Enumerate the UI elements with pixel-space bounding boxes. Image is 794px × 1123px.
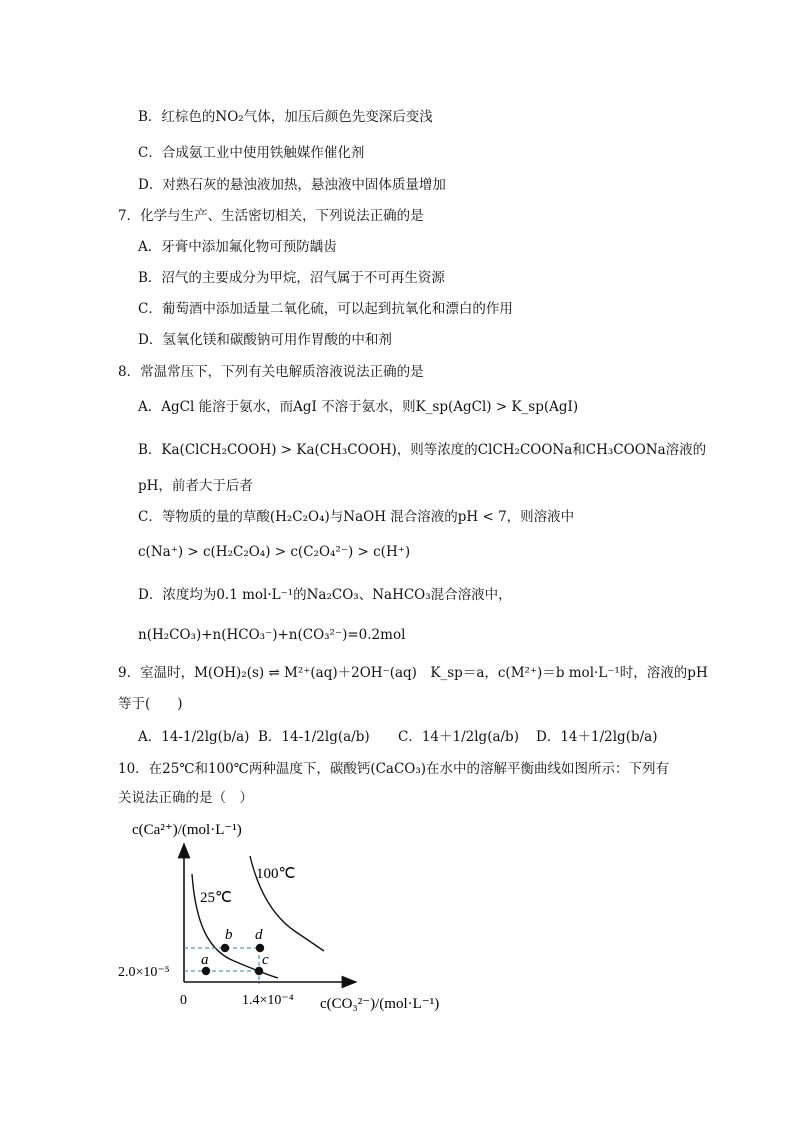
q10-stem-line1: 10．在25℃和100℃两种温度下，碳酸钙(CaCO₃)在水中的溶解平衡曲线如图所示：下列有 xyxy=(118,761,670,777)
q9-option-b: B．14-1/2lg(a/b) xyxy=(258,729,370,745)
q7-option-b: B．沼气的主要成分为甲烷，沼气属于不可再生资源 xyxy=(138,270,445,286)
origin-label: 0 xyxy=(180,993,187,1008)
q9-stem-line2: 等于( ) xyxy=(118,696,183,712)
q8-option-b-line1: B．Ka(ClCH₂COOH) > Ka(CH₃COOH)，则等浓度的ClCH₂COONa和CH₃COONa溶液的 xyxy=(138,442,707,458)
q9-option-a: A．14-1/2lg(b/a) xyxy=(138,729,250,745)
point-c xyxy=(255,967,263,975)
q7-option-a: A．牙膏中添加氟化物可预防龋齿 xyxy=(138,239,337,255)
q8-option-c-line1: C．等物质的量的草酸(H₂C₂O₄)与NaOH 混合溶液的pH < 7，则溶液中 xyxy=(138,509,575,525)
q8-option-b-line2: pH，前者大于后者 xyxy=(138,478,253,494)
point-d-label: d xyxy=(255,927,263,943)
point-b-label: b xyxy=(225,927,233,943)
point-b xyxy=(221,944,229,952)
y-axis-label: c(Ca²⁺)/(mol·L⁻¹) xyxy=(132,822,242,838)
point-a-label: a xyxy=(201,952,209,968)
q6-option-d: D．对熟石灰的悬浊液加热，悬浊液中固体质量增加 xyxy=(138,177,446,193)
curve-25c-label: 25℃ xyxy=(200,890,232,906)
q6-option-b: B．红棕色的NO₂气体，加压后颜色先变深后变浅 xyxy=(138,109,433,125)
q7-option-c: C．葡萄酒中添加适量二氧化硫，可以起到抗氧化和漂白的作用 xyxy=(138,301,513,317)
y-tick-label: 2.0×10⁻⁵ xyxy=(118,965,170,980)
q9-option-c: C．14＋1/2lg(a/b) xyxy=(398,729,519,745)
point-d xyxy=(256,944,264,952)
point-a xyxy=(202,967,210,975)
solubility-chart xyxy=(110,812,470,1022)
x-tick-label: 1.4×10⁻⁴ xyxy=(242,993,294,1008)
q8-option-d-line1: D．浓度均为0.1 mol·L⁻¹的Na₂CO₃、NaHCO₃混合溶液中， xyxy=(138,587,512,603)
q7-stem: 7．化学与生产、生活密切相关，下列说法正确的是 xyxy=(118,208,424,224)
q8-option-a: A．AgCl 能溶于氨水，而AgI 不溶于氨水，则K_sp(AgCl) > K_sp(AgI) xyxy=(138,399,579,415)
q8-option-c-line2: c(Na⁺) > c(H₂C₂O₄) > c(C₂O₄²⁻) > c(H⁺) xyxy=(138,544,411,560)
q9-stem-line1: 9．室温时，M(OH)₂(s) ⇌ M²⁺(aq)＋2OH⁻(aq) K_sp＝a，c(M²⁺)＝b mol·L⁻¹时，溶液的pH xyxy=(118,665,708,681)
q9-option-d: D．14＋1/2lg(b/a) xyxy=(536,729,658,745)
x-axis-label: c(CO₃²⁻)/(mol·L⁻¹) xyxy=(320,996,440,1012)
q8-stem: 8．常温常压下，下列有关电解质溶液说法正确的是 xyxy=(118,364,424,380)
q7-option-d: D．氢氧化镁和碳酸钠可用作胃酸的中和剂 xyxy=(138,332,392,348)
q6-option-c: C．合成氨工业中使用铁触媒作催化剂 xyxy=(138,145,365,161)
curve-100c-label: 100℃ xyxy=(256,866,296,882)
point-c-label: c xyxy=(262,952,269,968)
q8-option-d-line2: n(H₂CO₃)+n(HCO₃⁻)+n(CO₃²⁻)=0.2mol xyxy=(138,627,406,643)
q10-stem-line2: 关说法正确的是（ ） xyxy=(118,790,253,806)
